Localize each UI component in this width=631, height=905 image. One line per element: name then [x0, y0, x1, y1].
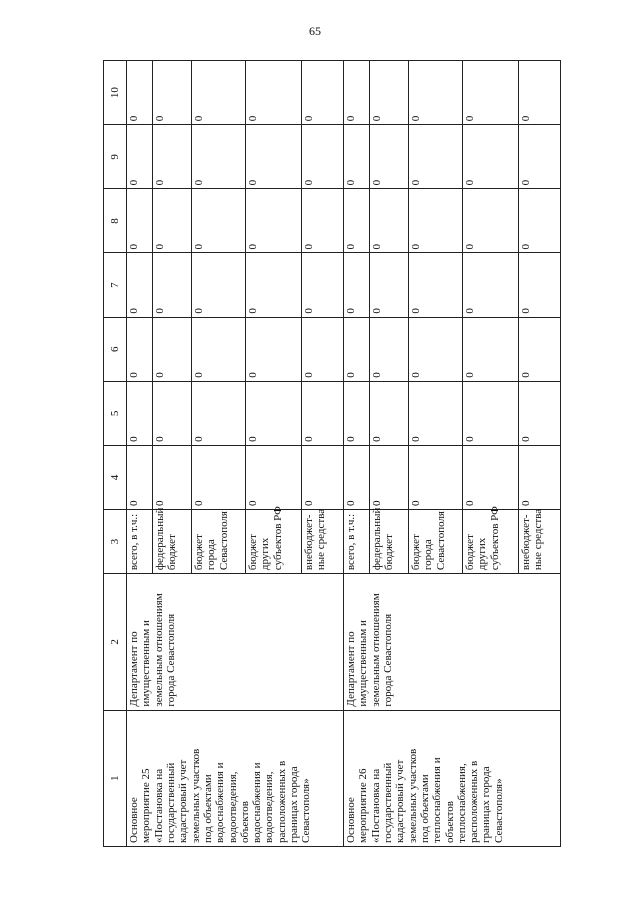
amount-cell: 0 — [463, 381, 519, 445]
amount-cell: 0 — [302, 125, 344, 189]
amount-cell: 0 — [463, 189, 519, 253]
measure-title-cell — [127, 710, 344, 846]
amount-cell: 0 — [519, 317, 561, 381]
measure-title-line: мероприятие 26 — [357, 768, 370, 843]
amount-cell: 0 — [409, 445, 463, 509]
table-body — [127, 61, 561, 847]
page-number: 65 — [309, 24, 321, 38]
column-header: 2 — [104, 574, 127, 710]
amount-cell: 0 — [127, 61, 153, 125]
funding-source-line: других — [476, 537, 489, 571]
amount-cell: 0 — [127, 317, 153, 381]
funding-source-line: города — [422, 539, 435, 571]
funding-source-cell — [302, 510, 344, 574]
executor-line: земельным отношениям — [152, 593, 165, 707]
amount-cell: 0 — [344, 253, 370, 317]
amount-cell: 0 — [519, 253, 561, 317]
measure-title-line: под объектами — [201, 774, 214, 843]
budget-table — [103, 60, 561, 847]
amount-cell: 0 — [463, 125, 519, 189]
measure-title-line: кадастровый учет — [177, 759, 190, 843]
executor-line: Департамент по — [128, 631, 140, 707]
amount-cell: 0 — [153, 381, 192, 445]
measure-title-cell — [344, 710, 561, 846]
funding-source-line: бюджет — [464, 534, 476, 571]
measure-title-line: под объектами — [418, 774, 431, 843]
column-header: 3 — [104, 510, 127, 574]
measure-title-line: границах города — [288, 766, 301, 843]
measure-title-line: водоснабжения и — [214, 762, 227, 843]
amount-cell: 0 — [302, 445, 344, 509]
amount-cell: 0 — [409, 317, 463, 381]
header-row — [104, 61, 127, 847]
amount-cell: 0 — [127, 381, 153, 445]
column-header: 9 — [104, 125, 127, 189]
amount-cell: 0 — [302, 61, 344, 125]
amount-cell: 0 — [344, 381, 370, 445]
funding-source-cell — [246, 506, 302, 574]
executor-line: города Севастополя — [164, 613, 177, 707]
amount-cell: 0 — [153, 125, 192, 189]
amount-cell: 0 — [463, 445, 519, 509]
amount-cell: 0 — [344, 125, 370, 189]
amount-cell: 0 — [344, 317, 370, 381]
amount-cell: 0 — [370, 445, 409, 509]
amount-cell: 0 — [127, 189, 153, 253]
measure-title-line: государственный — [381, 762, 394, 843]
measure-title-line: Севастополя» — [492, 778, 505, 843]
funding-source-line: субъектов РФ — [488, 506, 501, 571]
funding-source-line: Севастополя — [217, 511, 230, 571]
funding-source-line: бюджет — [193, 534, 205, 571]
amount-cell: 0 — [246, 61, 302, 125]
amount-cell: 0 — [370, 189, 409, 253]
amount-cell: 0 — [246, 317, 302, 381]
amount-cell: 0 — [192, 125, 246, 189]
amount-cell: 0 — [153, 61, 192, 125]
executor-line: имущественным и — [140, 620, 153, 707]
funding-source-cell — [463, 506, 519, 574]
measure-title-line: земельных участков — [189, 748, 202, 843]
funding-source-cell — [153, 507, 192, 574]
measure-title-line: объектов — [443, 801, 456, 843]
funding-source-cell — [409, 510, 463, 574]
funding-source-cell — [370, 507, 409, 574]
amount-cell: 0 — [344, 61, 370, 125]
table-row — [127, 61, 153, 847]
funding-source-cell — [519, 510, 561, 574]
amount-cell: 0 — [127, 445, 153, 509]
executor-line: имущественным и — [357, 620, 370, 707]
executor-line: Департамент по — [345, 631, 357, 707]
amount-cell: 0 — [192, 317, 246, 381]
column-header: 1 — [104, 710, 127, 846]
amount-cell: 0 — [127, 253, 153, 317]
funding-source-cell — [192, 510, 246, 574]
amount-cell: 0 — [409, 253, 463, 317]
funding-source-line: внебюджет- — [303, 514, 315, 571]
column-header: 4 — [104, 445, 127, 509]
amount-cell: 0 — [302, 317, 344, 381]
funding-source-line: бюджет — [383, 534, 396, 571]
funding-source-line: федеральный — [154, 507, 166, 571]
amount-cell: 0 — [370, 61, 409, 125]
measure-title-line: «Постановка на — [152, 768, 165, 843]
amount-cell: 0 — [192, 189, 246, 253]
measure-title-line: Основное — [345, 797, 357, 843]
measure-title-line: водоотведения, — [263, 771, 276, 843]
funding-source-line: всего, в т.ч.: — [128, 513, 140, 571]
funding-source-line: бюджет — [247, 534, 259, 571]
amount-cell: 0 — [192, 253, 246, 317]
measure-title-line: объектов — [238, 801, 251, 843]
funding-source-line: ные средства — [315, 508, 328, 571]
amount-cell: 0 — [192, 61, 246, 125]
amount-cell: 0 — [246, 125, 302, 189]
measure-title-line: водоотведения, — [226, 771, 239, 843]
amount-cell: 0 — [409, 381, 463, 445]
amount-cell: 0 — [246, 253, 302, 317]
amount-cell: 0 — [302, 189, 344, 253]
executor-line: земельным отношениям — [369, 593, 382, 707]
column-header: 8 — [104, 189, 127, 253]
amount-cell: 0 — [370, 253, 409, 317]
executor-cell — [127, 574, 344, 710]
amount-cell: 0 — [127, 125, 153, 189]
amount-cell: 0 — [153, 317, 192, 381]
amount-cell: 0 — [246, 381, 302, 445]
amount-cell: 0 — [463, 317, 519, 381]
amount-cell: 0 — [153, 445, 192, 509]
amount-cell: 0 — [409, 61, 463, 125]
funding-source-line: федеральный — [371, 507, 383, 571]
column-header: 5 — [104, 381, 127, 445]
column-header: 7 — [104, 253, 127, 317]
measure-title-line: теплоснабжения, — [455, 763, 468, 843]
amount-cell: 0 — [153, 253, 192, 317]
measure-title-line: государственный — [164, 762, 177, 843]
amount-cell: 0 — [519, 125, 561, 189]
funding-source-line: бюджет — [410, 534, 422, 571]
amount-cell: 0 — [246, 189, 302, 253]
measure-title-line: земельных участков — [406, 748, 419, 843]
funding-source-cell — [344, 510, 370, 574]
funding-source-line: внебюджет- — [520, 514, 532, 571]
amount-cell: 0 — [192, 381, 246, 445]
measure-title-line: водоснабжения и — [251, 762, 264, 843]
amount-cell: 0 — [519, 381, 561, 445]
measure-title-line: «Постановка на — [369, 768, 382, 843]
measure-title-line: теплоснабжения и — [431, 757, 444, 843]
amount-cell: 0 — [370, 317, 409, 381]
funding-source-line: бюджет — [166, 534, 179, 571]
measure-title-line: мероприятие 25 — [140, 768, 153, 843]
amount-cell: 0 — [370, 381, 409, 445]
funding-source-line: всего, в т.ч.: — [345, 513, 357, 571]
column-header: 10 — [104, 61, 127, 125]
amount-cell: 0 — [519, 445, 561, 509]
funding-source-line: Севастополя — [434, 511, 447, 571]
amount-cell: 0 — [246, 445, 302, 509]
measure-title-line: Севастополя» — [300, 778, 313, 843]
rotated-table-container — [103, 60, 545, 847]
amount-cell: 0 — [409, 125, 463, 189]
amount-cell: 0 — [409, 189, 463, 253]
executor-cell — [344, 574, 561, 710]
measure-title-line: расположенных в — [468, 760, 481, 843]
measure-title-line: кадастровый учет — [394, 759, 407, 843]
amount-cell: 0 — [153, 189, 192, 253]
amount-cell: 0 — [463, 253, 519, 317]
funding-source-line: субъектов РФ — [271, 506, 284, 571]
funding-source-cell — [127, 510, 153, 574]
measure-title-line: границах города — [480, 766, 493, 843]
amount-cell: 0 — [344, 189, 370, 253]
amount-cell: 0 — [370, 125, 409, 189]
executor-line: города Севастополя — [381, 613, 394, 707]
column-header: 6 — [104, 317, 127, 381]
amount-cell: 0 — [344, 445, 370, 509]
amount-cell: 0 — [519, 61, 561, 125]
measure-title-line: расположенных в — [275, 760, 288, 843]
amount-cell: 0 — [463, 61, 519, 125]
amount-cell: 0 — [192, 445, 246, 509]
amount-cell: 0 — [302, 381, 344, 445]
amount-cell: 0 — [519, 189, 561, 253]
table-row — [344, 61, 370, 847]
funding-source-line: ные средства — [532, 508, 545, 571]
funding-source-line: города — [205, 539, 218, 571]
amount-cell: 0 — [302, 253, 344, 317]
measure-title-line: Основное — [128, 797, 140, 843]
funding-source-line: других — [259, 537, 272, 571]
